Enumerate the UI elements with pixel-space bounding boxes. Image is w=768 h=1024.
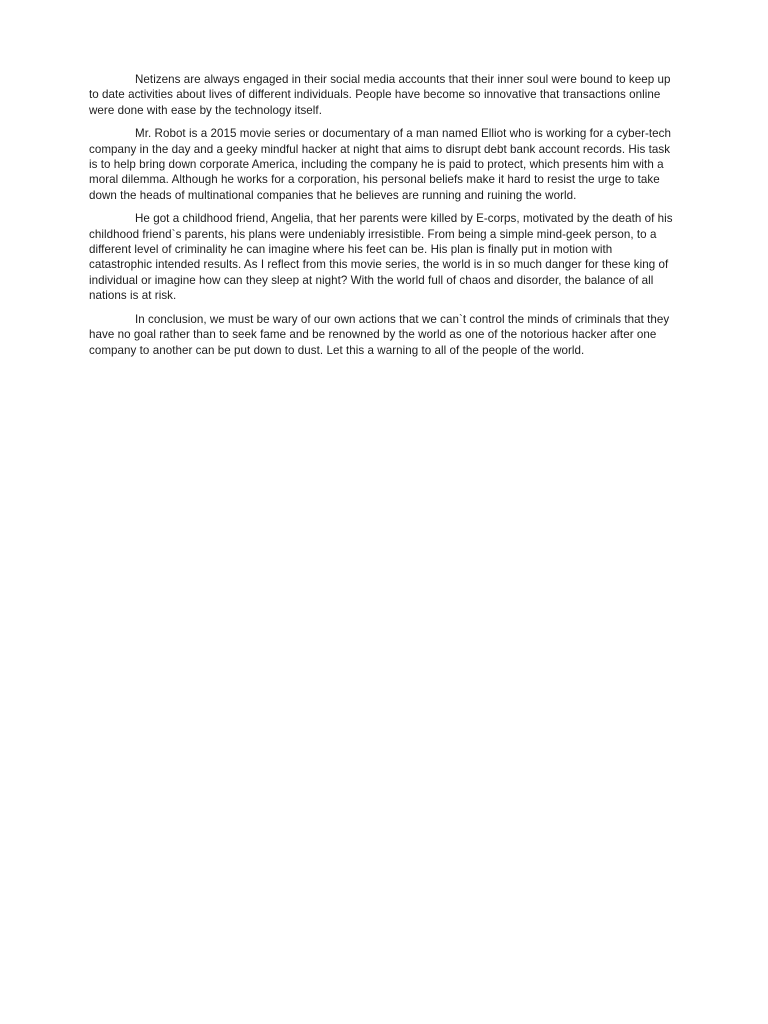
document-body (89, 72, 676, 366)
paragraph-conclusion: In conclusion, we must be wary of our own actions that we can`t control the minds of criminals that they have no goal rather than to seek fame and be renowned by the world as one of the notorious hacker after one company to another can be put down to dust. Let this a warning to all of the people of the world. (89, 312, 670, 357)
paragraph-intro: Netizens are always engaged in their social media accounts that their inner soul were bound to keep up to date activities about lives of different individuals. People have become so innovative that transactions online were done with ease by the technology itself. (89, 73, 671, 117)
paragraph-mr-robot: Mr. Robot is a 2015 movie series or documentary of a man named Elliot who is working for a cyber-tech company in the day and a geeky mindful hacker at night that aims to disrupt debt bank account records. His task is to help bring down corporate America, including the company he is paid to protect, which presents him with a moral dilemma. Although he works for a corporation, his personal beliefs make it hard to resist the urge to take down the heads of multinational companies that he believes are running and ruining the world. (89, 127, 672, 202)
paragraph-childhood-friend: He got a childhood friend, Angelia, that her parents were killed by E-corps, motivated by the death of his childhood friend`s parents, his plans were undeniably irresistible. From being a simple mind-geek person, to a different level of criminality he can imagine where his feet can be. His plan is finally put in motion with catastrophic intended results. As I reflect from this movie series, the world is in so much danger for these king of individual or imagine how can they sleep at night? With the world full of chaos and disorder, the balance of all nations is at risk. (89, 212, 673, 303)
